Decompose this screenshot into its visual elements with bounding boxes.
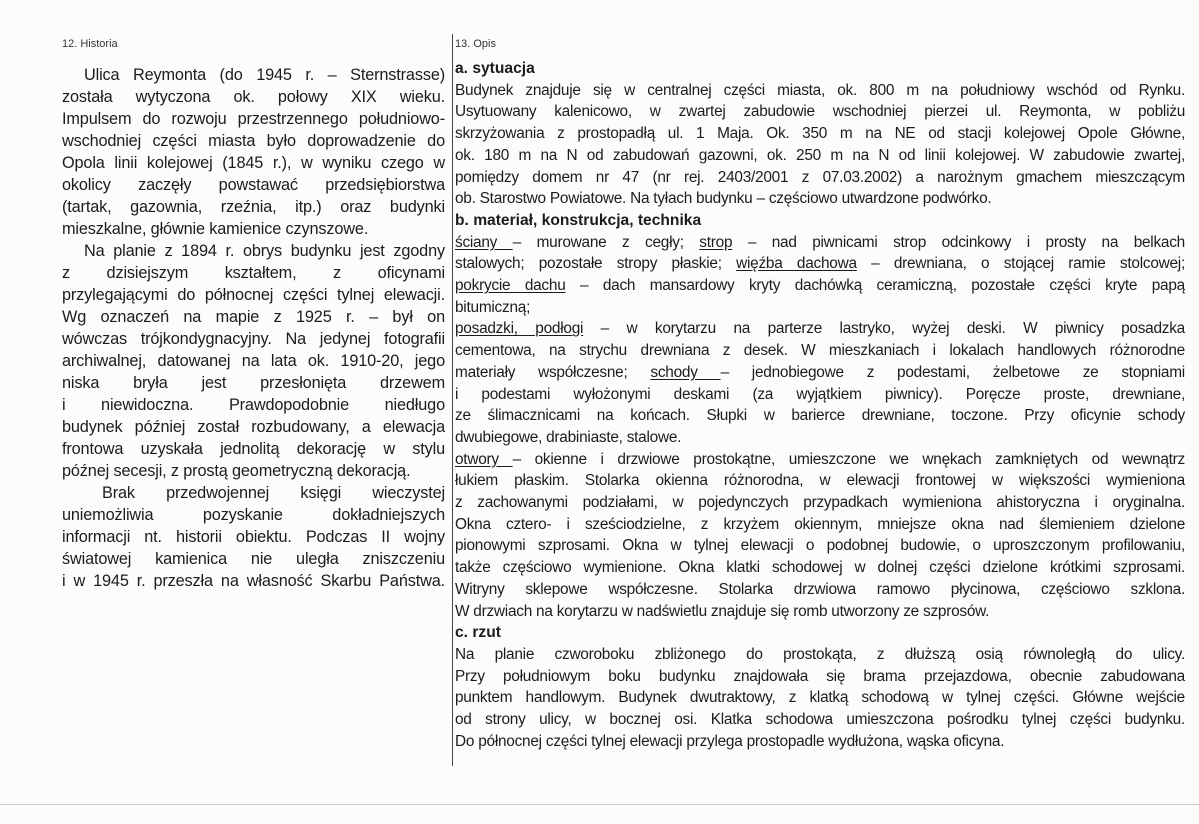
text-line: archiwalnej, datowanej na lata ok. 1910-20, jego [62,352,445,370]
text-line: przylegającymi do północnej części tylnej elewacji. [62,286,445,304]
text-line [455,362,1185,384]
text-line: Usytuowany kalenicowo, w zwartej zabudowie wschodniej pierzei ul. Reymonta, w pobliżu [455,103,1185,121]
text-line: ob. Starostwo Powiatowe. Na tyłach budynku – częściowo utwardzone podwórko. [455,190,992,208]
text-line: światowej kamienica nie uległa zniszczeniu [62,550,445,568]
text-line: uniemożliwia pozyskanie dokładniejszych [62,506,445,524]
text-line: budynek później został rozbudowany, a elewacja [62,418,445,436]
paragraph [455,449,1185,623]
text-line: punktem handlowym. Budynek dwutraktowy, z klatką schodową w tylnej części. Główne wejście [455,689,1185,707]
underlined-term: więźba dachowa [736,255,857,273]
text-line: Budynek znajduje się w centralnej części miasta, ok. 800 m na południowy wschód od Rynku. [455,81,1185,99]
text-line: Okna cztero- i sześciodzielne, z krzyżem okiennym, mniejsze okna nad ślemieniem dzielone [455,515,1185,533]
underlined-term: ściany [455,233,513,251]
text-line [455,253,1185,275]
text-segment: – murowane z cegły; [512,233,700,251]
text-line: łukiem płaskim. Stolarka okienna różnorodna, w elewacji frontowej w większości wymieniona [455,472,1185,490]
underlined-term: strop [699,233,733,251]
page-bottom-edge [0,804,1199,805]
text-line: mieszkalne, głównie kamienice czynszowe. [62,220,369,238]
text-line: pionowymi szprosami. Okna w tylnej elewacji o podobnej budowie, o uproszczonym profilowaniu, [455,537,1185,555]
text-line: frontowa uzyskała jednolitą dekorację w stylu [62,440,445,458]
text-line: i w 1945 r. przeszła na własność Skarbu Państwa. [62,572,445,590]
paragraph [455,232,1185,319]
text-line: od strony ulicy, w bocznej osi. Klatka schodowa umieszczona pośrodku tylnej części budynku. [455,711,1185,729]
text-segment: – okienne i drzwiowe prostokątne, umieszczone we wnękach zamkniętych od wewnątrz [512,450,1185,468]
text-line: cementowa, na strychu drewniana z desek. W mieszkaniach i lokalach handlowych różnorodne [455,342,1185,360]
text-line: z dzisiejszym kształtem, z oficynami [62,264,445,282]
section-heading: b. materiał, konstrukcja, technika [455,211,702,229]
column-divider [452,34,453,766]
text-line: Opola linii kolejowej (1845 r.), w wyniku czego w [62,154,445,172]
paragraph [455,80,1185,210]
paragraph [455,318,1185,448]
section-heading: c. rzut [455,624,501,642]
text-line: Do północnej części tylnej elewacji przylega prostopadle wydłużona, wąska oficyna. [455,732,1005,750]
text-line: okolicy zaczęły powstawać przedsiębiorstwa [62,176,445,194]
section-header-historia: 12. Historia [62,38,118,50]
text-line: wówczas trójkondygnacyjny. Na jedynej fotografii [62,330,445,348]
text-line: informacji nt. historii obiektu. Podczas II wojny [62,528,445,546]
text-line: dwubiegowe, drabiniaste, stalowe. [455,428,682,446]
text-line [455,275,1185,297]
text-line: Brak przedwojennej księgi wieczystej [102,484,445,502]
text-line: Witryny sklepowe współczesne. Stolarka drzwiowa ramowo płycinowa, częściowo szklona. [455,580,1185,598]
text-line: i niewidoczna. Prawdopodobnie niedługo [62,396,445,414]
text-line: Impulsem do rozwoju przestrzennego południowo- [62,110,445,128]
text-line: W drzwiach na korytarzu w nadświetlu znajduje się romb utworzony ze szprosów. [455,602,990,620]
text-segment: – nad piwnicami strop odcinkowy i prosty na belkach [732,233,1185,251]
text-line: została wytyczona ok. połowy XIX wieku. [62,88,445,106]
text-line: ze ślimacznicami na końcach. Słupki w barierce drewniane, toczone. Przy oficynie schody [455,407,1185,425]
underlined-term: schody [650,363,721,381]
text-line: (tartak, gazownia, rzeźnia, itp.) oraz budynki [62,198,445,216]
text-line: także częściowo wymienione. Okna klatki schodowej w dolnej części dzielone krótkimi szprosami. [455,559,1185,577]
text-line: z zachowanymi podziałami, w pojedynczych przypadkach wymieniona ahistoryczna i oryginalna. [455,494,1185,512]
text-segment: stalowych; pozostałe stropy płaskie; [455,255,737,273]
text-line: Ulica Reymonta (do 1945 r. – Sternstrasse) [84,66,445,84]
text-line: wschodniej części miasta było doprowadzenie do [62,132,445,150]
underlined-term: pokrycie dachu [455,277,566,295]
text-line: Przy południowym boku budynku znajdowała się brama przejazdowa, obecnie zabudowana [455,667,1185,685]
text-line [455,449,1185,471]
text-line [455,232,1185,254]
text-line: i podestami wyłożonymi deskami (za wyjątkiem piwnicy). Poręcze proste, drewniane, [455,385,1185,403]
text-line [455,318,1185,340]
section-heading: a. sytuacja [455,60,535,77]
paragraph [455,644,1185,753]
text-line: bitumiczną; [455,298,531,316]
text-line: Na planie czworoboku zbliżonego do prostokąta, z dłuższą osią równoległą do ulicy. [455,645,1185,663]
text-line: ok. 180 m na N od zabudowań gazowni, ok. 250 m na N od linii kolejowej. W zabudowie zwartej, [455,146,1185,164]
text-line: niska bryła jest przesłonięta drzewem [62,374,445,392]
description-column [455,58,1185,753]
history-column [62,64,445,592]
text-line: Wg oznaczeń na mapie z 1925 r. – był on [62,308,445,326]
text-segment: materiały współczesne; [455,363,651,381]
paragraph [62,482,445,592]
text-segment: – drewniana, o stojącej ramie stolcowej; [856,255,1185,273]
text-line: skrzyżowania z prostopadłą ul. 1 Maja. Ok. 350 m na NE od stacji kolejowej Opole Główne, [455,125,1185,143]
text-line: Na planie z 1894 r. obrys budynku jest zgodny [84,242,445,260]
underlined-term: otwory [455,450,513,468]
text-line: późnej secesji, z prostą geometryczną dekoracją. [62,462,411,480]
paragraph [62,240,445,482]
text-line: pomiędzy domem nr 47 (nr rej. 2403/2001 z 07.03.2002) a narożnym gmachem mieszczącym [455,168,1185,186]
underlined-term: posadzki, podłogi [455,320,584,338]
text-segment: – jednobiegowe z podestami, żelbetowe ze stopniami [720,363,1185,381]
section-header-opis: 13. Opis [455,38,496,50]
text-segment: – w korytarzu na parterze lastryko, wyżej deski. W piwnicy posadzka [583,320,1185,338]
paragraph [62,64,445,240]
text-segment: – dach mansardowy kryty dachówką ceramiczną, pozostałe części kryte papą [565,277,1185,295]
